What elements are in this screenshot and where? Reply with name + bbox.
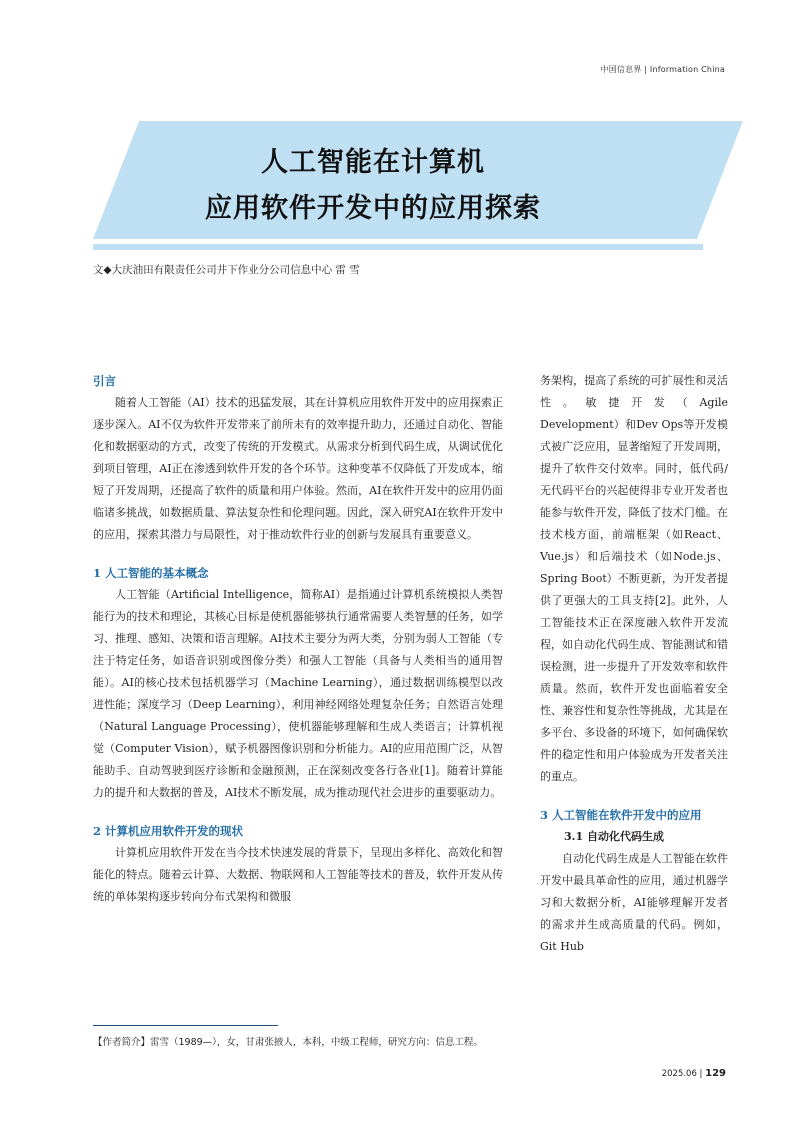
banner-underline bbox=[93, 244, 703, 250]
footnote-rule bbox=[93, 1025, 278, 1026]
subsection-3-1-paragraph: 自动化代码生成是人工智能在软件开发中最具革命性的应用，通过机器学习和大数据分析，AI能够理解开发者的需求并生成高质量的代码。例如，Git Hub bbox=[540, 852, 728, 953]
section-heading-1: 1 人工智能的基本概念 bbox=[93, 566, 209, 580]
title-line-2: 应用软件开发中的应用探索 bbox=[205, 193, 541, 224]
right-column bbox=[540, 370, 728, 958]
left-column bbox=[93, 370, 503, 908]
section-2-paragraph: 计算机应用软件开发在当今技术快速发展的背景下，呈现出多样化、高效化和智能化的特点。随着云计算、大数据、物联网和人工智能等技术的普及，软件开发从传统的单体架构逐步转向分布式架构和微服 bbox=[93, 846, 503, 903]
section-2-paragraph-continued: 务架构，提高了系统的可扩展性和灵活性。敏捷开发（Agile Development）和Dev Ops等开发模式被广泛应用，显著缩短了开发周期，提升了软件交付效率。同时，低代码/无代码平台的兴起使得非专业开发者也能参与软件开发，降低了技术门槛。在技术栈方面，前端框架（如React、Vue.js）和后端技术（如Node.js、Spring Boot）不断更新，为开发者提供了更强大的工具支持[2]。此外，人工智能技术正在深度融入软件开发流程，如自动化代码生成、智能测试和错误检测，进一步提升了开发效率和软件质量。然而，软件开发也面临着安全性、兼容性和复杂性等挑战，尤其是在多平台、多设备的环境下，如何确保软件的稳定性和用户体验成为开发者关注的重点。 bbox=[540, 374, 728, 783]
byline: 文◆大庆油田有限责任公司井下作业分公司信息中心 雷 雪 bbox=[93, 264, 360, 276]
page-number: 129 bbox=[705, 1068, 726, 1079]
section-heading-2: 2 计算机应用软件开发的现状 bbox=[93, 824, 244, 838]
author-note: 【作者简介】雷雪（1989—），女，甘肃张掖人，本科，中级工程师，研究方向：信息工程。 bbox=[93, 1037, 483, 1048]
section-heading-intro: 引言 bbox=[93, 374, 116, 388]
section-heading-3: 3 人工智能在软件开发中的应用 bbox=[540, 808, 702, 822]
journal-header: 中国信息界 | Information China bbox=[600, 65, 725, 74]
page-footer bbox=[662, 1068, 726, 1079]
section-1-paragraph: 人工智能（Artificial Intelligence，简称AI）是指通过计算机系统模拟人类智能行为的技术和理论，其核心目标是使机器能够执行通常需要人类智慧的任务，如学习、推理、感知、决策和语言理解。AI技术主要分为两大类，分别为弱人工智能（专注于特定任务，如语音识别或图像分类）和强人工智能（具备与人类相当的通用智能）。AI的核心技术包括机器学习（Machine Learning），通过数据训练模型以改进性能；深度学习（Deep Learning），利用神经网络处理复杂任务；自然语言处理（Natural Language Processing），使机器能够理解和生成人类语言；计算机视觉（Computer Vision），赋予机器图像识别和分析能力。AI的应用范围广泛，从智能助手、自动驾驶到医疗诊断和金融预测，正在深刻改变各行各业[1]。随着计算能力的提升和大数据的普及，AI技术不断发展，成为推动现代社会进步的重要驱动力。 bbox=[93, 588, 503, 799]
title-line-1: 人工智能在计算机 bbox=[261, 147, 485, 178]
issue-date: 2025.06 | bbox=[661, 1069, 703, 1079]
subsection-heading-3-1: 3.1 自动化代码生成 bbox=[564, 830, 664, 843]
intro-paragraph: 随着人工智能（AI）技术的迅猛发展，其在计算机应用软件开发中的应用探索正逐步深入。AI不仅为软件开发带来了前所未有的效率提升助力，还通过自动化、智能化和数据驱动的方式，改变了传统的开发模式。从需求分析到代码生成，从调试优化到项目管理，AI正在渗透到软件开发的各个环节。这种变革不仅降低了开发成本，缩短了开发周期，还提高了软件的质量和用户体验。然而，AI在软件开发中的应用仍面临诸多挑战，如数据质量、算法复杂性和伦理问题。因此，深入研究AI在软件开发中的应用，探索其潜力与局限性，对于推动软件行业的创新与发展具有重要意义。 bbox=[93, 396, 503, 541]
